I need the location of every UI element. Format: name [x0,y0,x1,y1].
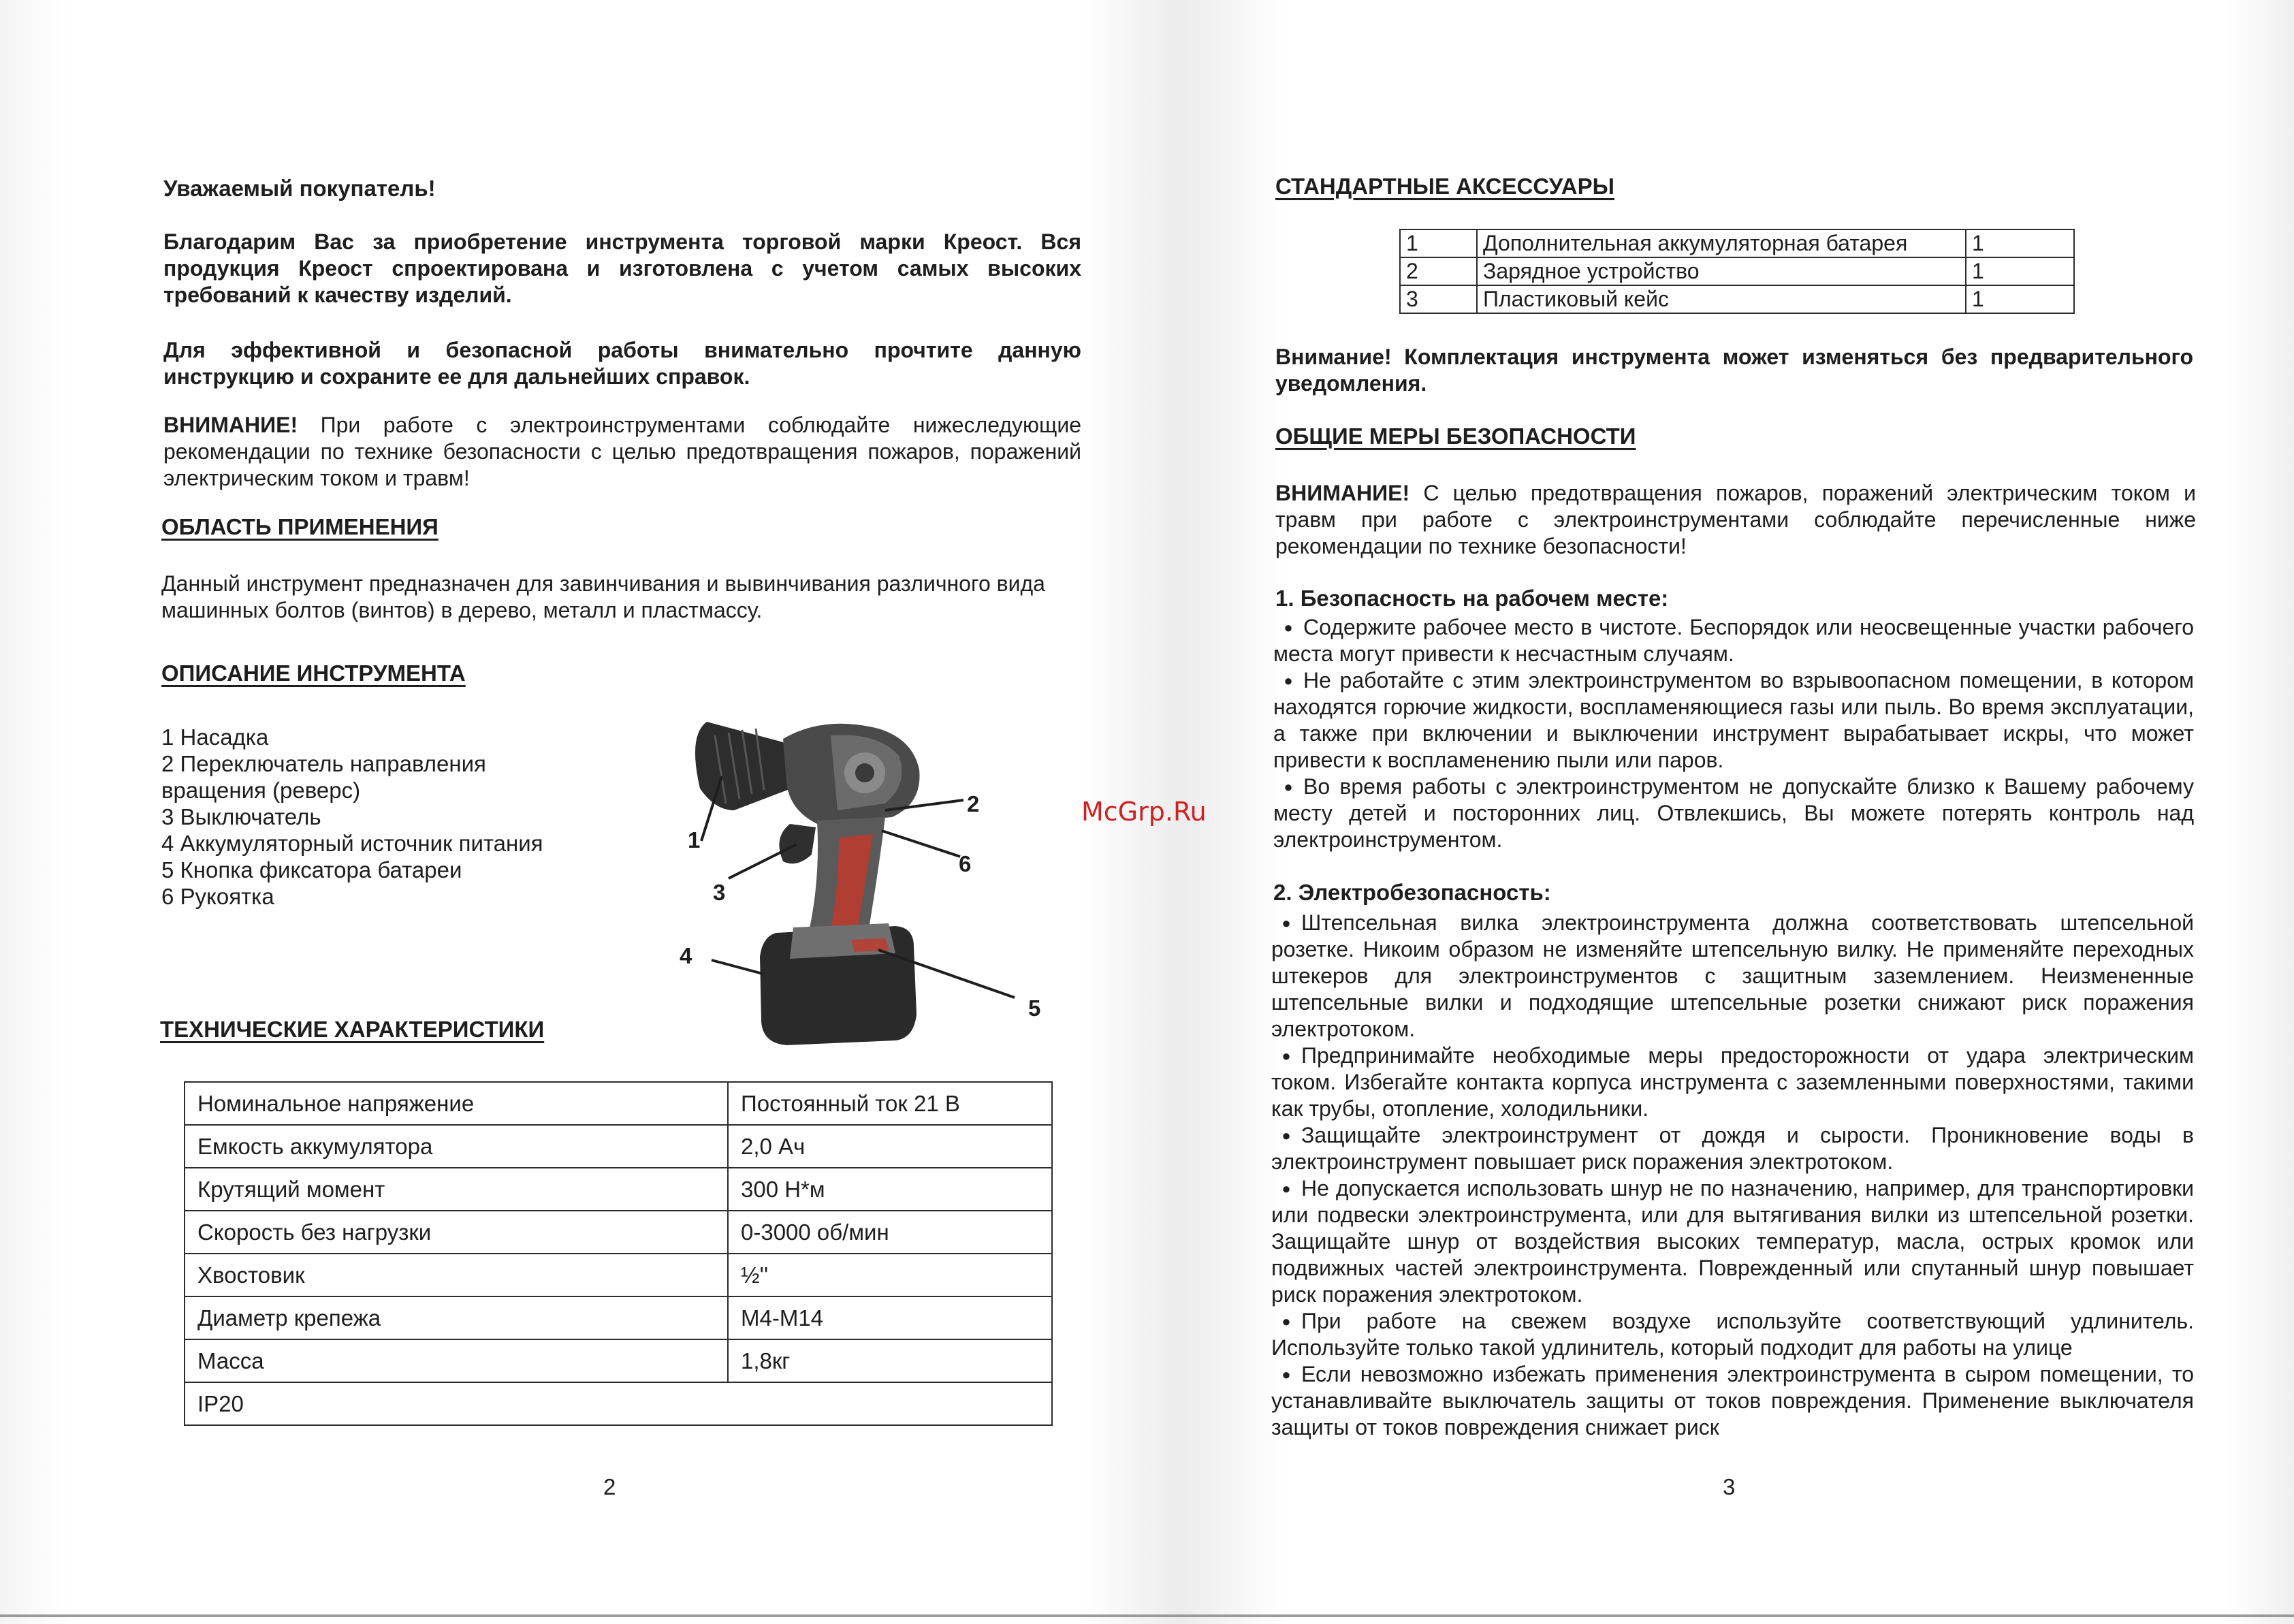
list-item: ● Во время работы с электроинструментом не допускайте близко к Вашему рабочему месту детей и посторонних лиц. Отвлекшись, Вы можете потерять контроль над электроинструментом. [1273,774,2194,852]
bullet-icon: ● [1281,1313,1291,1330]
thanks-paragraph: Благодарим Вас за приобретение инструмента торговой марки Креост. Вся продукция Креост спроектирована и изготовлена с учетом самых высоких требований к качеству изделий. [163,229,1081,307]
callout-6: 6 [959,851,972,876]
acc-qty: 1 [1966,257,2074,285]
table-row [185,1211,1052,1254]
list-item: ● Не работайте с этим электроинструментом во взрывоопасном помещении, в котором находятся горючие жидкости, воспламеняющиеся газы или пыль. Во время эксплуатации, а также при включении и выключении инструмент вырабатывает искры, что может привести к воспламенению пыли или паров. [1273,668,2194,772]
legend-item: 6 Рукоятка [161,884,274,909]
table-row [1400,257,2074,285]
accessories-table [1399,229,2075,314]
warning-label: ВНИМАНИЕ! [163,413,298,437]
read-notice: Для эффективной и безопасной работы внимательно прочтите данную инструкцию и сохраните ее для дальнейших справок. [163,338,1081,389]
spec-value: 2,0 Ач [728,1125,1052,1168]
bullet-icon: ● [1281,1127,1291,1144]
spec-value: ½'' [728,1254,1052,1296]
spec-name: Скорость без нагрузки [185,1211,728,1254]
callout-2: 2 [967,791,980,816]
callout-3: 3 [713,880,726,905]
legend-item: 4 Аккумуляторный источник питания [161,831,543,856]
warning-label: ВНИМАНИЕ! [1275,481,1410,505]
table-row [185,1254,1052,1296]
workplace-heading: 1. Безопасность на рабочем месте: [1275,586,1669,611]
spec-name: Хвостовик [185,1254,728,1296]
list-item: ● Если невозможно избежать применения электроинструмента в сыром помещении, то устанавливайте выключатель защиты от токов повреждения. Применение выключателя защиты от токов повреждения снижает риск [1271,1362,2194,1439]
legend-item: вращения (реверс) [161,778,361,803]
spec-name: Крутящий момент [185,1168,728,1211]
safety-warning-paragraph [163,412,1081,492]
kit-notice: Внимание! Комплектация инструмента может изменяться без предварительного уведомления. [1275,345,2193,396]
scope-heading: ОБЛАСТЬ ПРИМЕНЕНИЯ [161,514,439,539]
tech-specs-table [184,1081,1053,1426]
scope-text: Данный инструмент предназначен для завинчивания и вывинчивания различного вида машинных болтов (винтов) в дерево, металл и пластмассу. [161,571,1045,622]
table-row [185,1082,1052,1125]
parts-legend [161,724,543,910]
spec-value: М4-М14 [728,1296,1052,1339]
general-safety-heading: ОБЩИЕ МЕРЫ БЕЗОПАСНОСТИ [1275,424,1636,449]
callout-1: 1 [688,827,701,853]
electrical-safety-heading: 2. Электробезопасность: [1273,880,1551,905]
electrical-safety-list [1271,910,2194,1441]
table-row [185,1168,1052,1211]
acc-name: Пластиковый кейс [1477,285,1966,313]
spec-name: Масса [185,1339,728,1382]
battery-pack [760,923,917,1045]
acc-num: 3 [1400,285,1477,313]
table-row [185,1339,1052,1382]
bullet-icon: ● [1281,1047,1291,1064]
spec-name: Номинальное напряжение [185,1082,728,1125]
bullet-icon: ● [1281,1366,1291,1383]
legend-item: 1 Насадка [161,725,269,750]
tech-specs-heading: ТЕХНИЧЕСКИЕ ХАРАКТЕРИСТИКИ [160,1017,545,1042]
ip-rating: IP20 [185,1382,1052,1425]
grip-part [779,817,885,940]
acc-name: Дополнительная аккумуляторная батарея [1477,229,1966,257]
legend-item: 3 Выключатель [161,804,321,829]
page-number-left: 2 [603,1474,616,1499]
spec-value: 300 Н*м [728,1168,1052,1211]
callout-5: 5 [1028,996,1041,1021]
spec-name: Диаметр крепежа [185,1296,728,1339]
legend-item: 2 Переключатель направления [161,751,486,776]
description-heading: ОПИСАНИЕ ИНСТРУМЕНТА [161,660,466,686]
table-row [1400,285,2074,313]
scan-edge-line [0,1614,2294,1617]
impact-wrench-illustration [660,708,1069,1062]
nozzle-part [695,722,797,810]
list-item: ● Предпринимайте необходимые меры предосторожности от удара электрическим током. Избегайте контакта корпуса инструмента с заземленными поверхностями, такими как трубы, отопление, холодильники. [1271,1043,2194,1121]
watermark-text: McGrp.Ru [1081,797,1207,827]
bullet-icon: ● [1281,1180,1291,1197]
page-number-right: 3 [1723,1474,1736,1499]
table-row [1400,229,2074,257]
acc-qty: 1 [1966,229,2074,257]
accessories-heading: СТАНДАРТНЫЕ АКСЕССУАРЫ [1275,174,1614,199]
callout-4: 4 [680,943,692,968]
list-item: ● При работе на свежем воздухе используйте соответствующий удлинитель. Используйте только такой удлинитель, который подходит для работы на улице [1271,1309,2194,1360]
bullet-icon: ● [1284,619,1293,636]
list-item: ● Защищайте электроинструмент от дождя и сырости. Проникновение воды в электроинструмент повышает риск поражения электротоком. [1271,1123,2194,1174]
table-row [185,1125,1052,1168]
general-safety-warning [1275,480,2196,560]
spec-value: 0-3000 об/мин [728,1211,1052,1254]
greeting: Уважаемый покупатель! [163,176,436,201]
acc-name: Зарядное устройство [1477,257,1966,285]
bullet-icon: ● [1284,778,1293,795]
acc-qty: 1 [1966,285,2074,313]
warning-text: С целью предотвращения пожаров, поражений электрическим током и травм при работе с электроинструментами соблюдайте перечисленные ниже рекомендации по технике безопасности! [1275,481,2196,558]
list-item: ● Не допускается использовать шнур не по назначению, например, для транспортировки или подвески электроинструмента, или для вытягивания вилки из штепсельной розетки. Защищайте шнур от воздействия высоких температур, масла, острых кромок или подвижных частей электроинструмента. Поврежденный или спутанный шнур повышает риск поражения электротоком. [1271,1176,2194,1307]
list-item: ● Содержите рабочее место в чистоте. Беспорядок или неосвещенные участки рабочего места могут привести к несчастным случаям. [1273,615,2194,666]
table-row [185,1296,1052,1339]
spec-name: Емкость аккумулятора [185,1125,728,1168]
bullet-icon: ● [1284,672,1293,689]
bullet-icon: ● [1281,914,1291,932]
acc-num: 2 [1400,257,1477,285]
workplace-list [1273,614,2194,853]
list-item: ● Штепсельная вилка электроинструмента должна соответствовать штепсельной розетке. Никоим образом не изменяйте штепсельную вилку. Не применяйте переходных штекеров для электроинструментов с защитным заземлением. Неизмененные штепсельные вилки и подходящие штепсельные розетки снижают риск поражения электротоком. [1271,910,2194,1041]
legend-item: 5 Кнопка фиксатора батареи [161,857,462,882]
table-row [185,1382,1052,1425]
acc-num: 1 [1400,229,1477,257]
warning-text: При работе с электроинструментами соблюдайте нижеследующие рекомендации по технике безопасности с целью предотвращения пожаров, поражений электрическим током и травм! [163,413,1081,490]
spec-value: 1,8кг [728,1339,1052,1382]
spec-value: Постоянный ток 21 В [728,1082,1052,1125]
